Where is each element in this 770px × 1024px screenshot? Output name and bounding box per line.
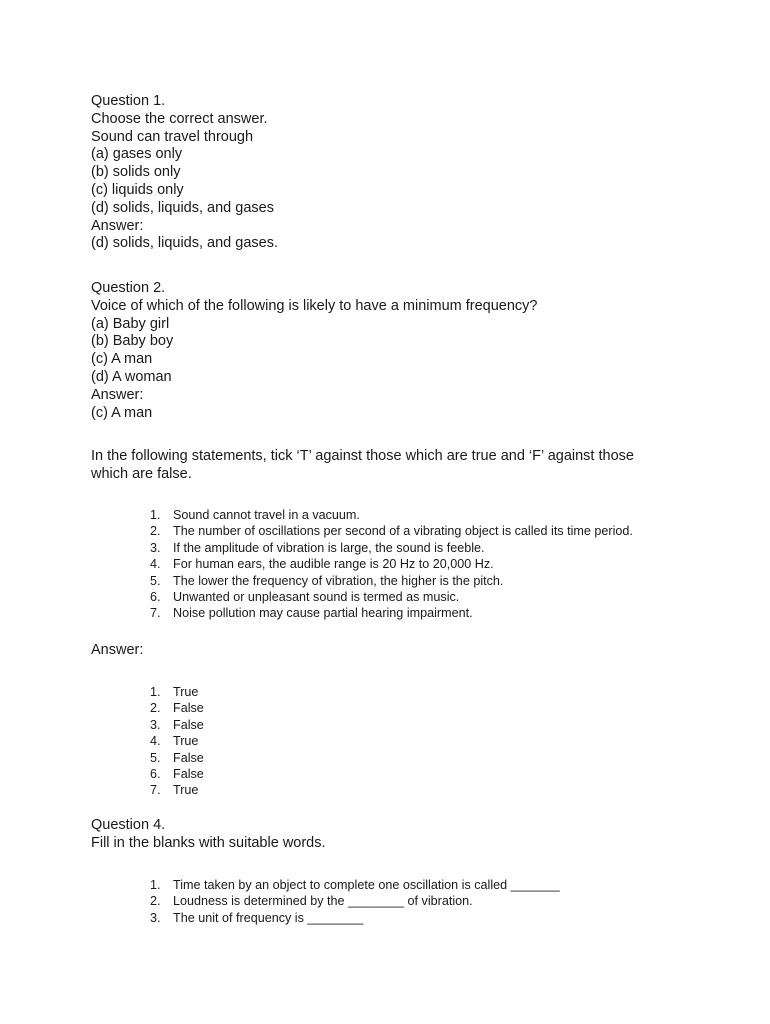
list-item — [150, 540, 633, 556]
instruction-line-1: In the following statements, tick ‘T’ against those which are true and ‘F’ against those — [91, 448, 634, 464]
item-text: False — [173, 767, 204, 782]
item-number: 4. — [150, 557, 161, 572]
list-item — [150, 556, 633, 572]
item-number: 2. — [150, 701, 161, 716]
fill-blank-list — [150, 877, 560, 926]
list-item — [150, 877, 560, 893]
statement-list — [150, 507, 633, 622]
item-number: 3. — [150, 540, 161, 555]
item-number: 6. — [150, 767, 161, 782]
item-text: The unit of frequency is ________ — [173, 910, 364, 925]
item-text: Unwanted or unpleasant sound is termed as music. — [173, 590, 460, 605]
item-number: 5. — [150, 573, 161, 588]
item-text: If the amplitude of vibration is large, the sound is feeble. — [173, 540, 485, 555]
list-item — [150, 684, 204, 700]
answer-label: Answer: — [91, 217, 144, 234]
option-c: (c) liquids only — [91, 181, 184, 198]
list-item — [150, 893, 560, 909]
question-2 — [91, 280, 538, 422]
true-false-instruction — [91, 448, 691, 484]
option-b: (b) Baby boy — [91, 333, 174, 350]
option-a: (a) Baby girl — [91, 315, 170, 332]
question-title: Question 2. — [91, 280, 166, 296]
item-text: True — [173, 734, 199, 749]
item-number: 3. — [150, 910, 161, 925]
item-number: 7. — [150, 606, 161, 621]
item-text: The number of oscillations per second of a vibrating object is called its time period. — [173, 524, 633, 539]
list-item — [150, 589, 633, 605]
item-text: Time taken by an object to complete one oscillation is called _______ — [173, 878, 560, 892]
option-c: (c) A man — [91, 351, 153, 368]
item-number: 5. — [150, 750, 161, 765]
list-item — [150, 507, 633, 523]
instruction-line-2: which are false. — [91, 465, 192, 482]
question-1 — [91, 93, 278, 253]
item-number: 1. — [150, 878, 161, 892]
option-d: (d) A woman — [91, 368, 172, 385]
list-item — [150, 782, 204, 798]
item-number: 4. — [150, 734, 161, 749]
item-number: 1. — [150, 685, 161, 699]
true-false-answer-heading — [91, 642, 143, 660]
item-number: 3. — [150, 717, 161, 732]
question-prompt: Voice of which of the following is likely to have a minimum frequency? — [91, 297, 538, 314]
answer-list — [150, 684, 204, 799]
item-number: 2. — [150, 524, 161, 539]
item-number: 2. — [150, 894, 161, 909]
answer-text: (c) A man — [91, 404, 153, 421]
question-prompt: Sound can travel through — [91, 128, 254, 145]
question-title: Question 1. — [91, 93, 166, 109]
list-item — [150, 750, 204, 766]
item-text: True — [173, 685, 199, 699]
question-instruction: Choose the correct answer. — [91, 110, 268, 127]
question-title: Question 4. — [91, 817, 166, 833]
item-text: Sound cannot travel in a vacuum. — [173, 508, 360, 522]
list-item — [150, 910, 560, 926]
item-number: 6. — [150, 590, 161, 605]
list-item — [150, 766, 204, 782]
option-a: (a) gases only — [91, 146, 183, 163]
item-text: For human ears, the audible range is 20 Hz to 20,000 Hz. — [173, 557, 494, 572]
list-item — [150, 523, 633, 539]
item-text: False — [173, 750, 204, 765]
question-instruction: Fill in the blanks with suitable words. — [91, 834, 326, 851]
list-item — [150, 605, 633, 621]
list-item — [150, 733, 204, 749]
item-number: 1. — [150, 508, 161, 522]
item-text: The lower the frequency of vibration, the higher is the pitch. — [173, 573, 504, 588]
option-d: (d) solids, liquids, and gases — [91, 199, 274, 216]
item-text: True — [173, 783, 199, 798]
item-text: False — [173, 701, 204, 716]
answer-label: Answer: — [91, 642, 144, 658]
list-item — [150, 700, 204, 716]
answer-text: (d) solids, liquids, and gases. — [91, 235, 278, 252]
item-text: Loudness is determined by the ________ of vibration. — [173, 894, 473, 909]
question-4 — [91, 817, 326, 853]
list-item — [150, 573, 633, 589]
option-b: (b) solids only — [91, 164, 181, 181]
answer-label: Answer: — [91, 386, 144, 403]
item-text: False — [173, 717, 204, 732]
item-text: Noise pollution may cause partial hearing impairment. — [173, 606, 473, 621]
list-item — [150, 717, 204, 733]
item-number: 7. — [150, 783, 161, 798]
